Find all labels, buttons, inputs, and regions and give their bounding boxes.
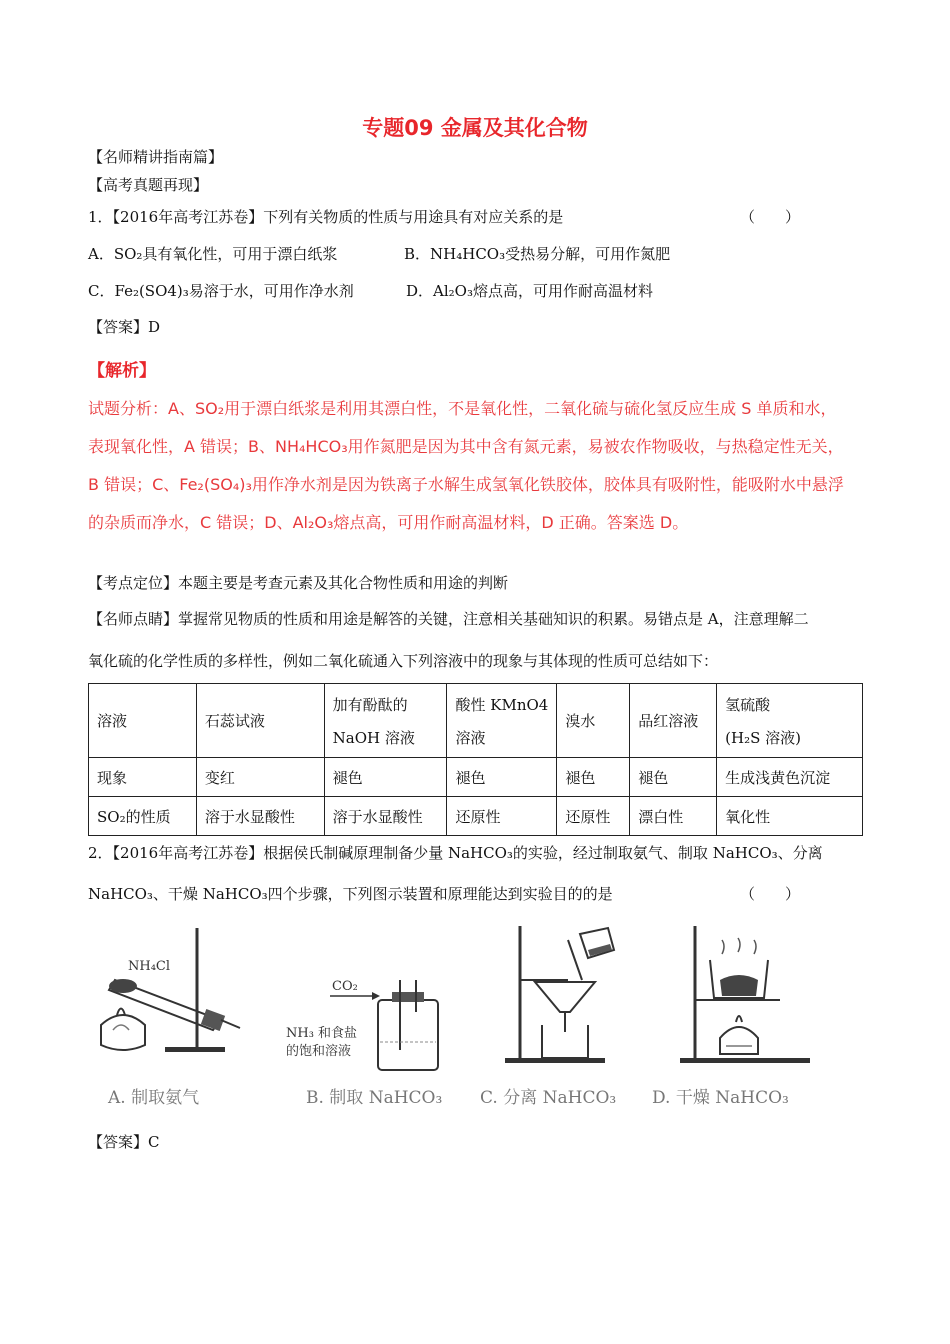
q1-analysis-line: 试题分析：A、SO₂用于漂白纸浆是利用其漂白性，不是氧化性，二氧化硫与硫化氢反应生成 S 单质和水， [88,399,837,418]
section-heading-guide: 【名师精讲指南篇】 [88,148,224,166]
section-heading-exam: 【高考真题再现】 [88,176,209,194]
figure-b-caption: B. 制取 NaHCO₃ [306,1088,443,1108]
table-row [89,684,863,758]
figure-c-filtration-apparatus [470,920,680,1110]
q2-answer: 【答案】C [88,1133,160,1151]
q1-answer-paren: （ ） [740,208,801,226]
q2-stem: 2．【2016年高考江苏卷】根据侯氏制碱原理制备少量 NaHCO₃的实验，经过制取氨气、制取 NaHCO₃、分离 [88,844,823,862]
q2-answer-paren: （ ） [740,885,801,903]
table-cell: 氢硫酸 (H₂S 溶液) [717,684,863,758]
table-cell: 褪色 [447,758,557,797]
q1-dianjing: 【名师点睛】掌握常见物质的性质和用途是解答的关键，注意相关基础知识的积累。易错点是 A，注意理解二 [88,610,809,628]
figure-b-nahco3-apparatus [282,920,492,1110]
table-cell: 褪色 [324,758,447,797]
table-cell: 生成浅黄色沉淀 [717,758,863,797]
q1-analysis-heading: 【解析】 [88,361,156,381]
table-cell: 漂白性 [630,797,717,836]
q1-option-a: A．SO₂具有氧化性，可用于漂白纸浆 [88,245,338,263]
table-cell: 褪色 [630,758,717,797]
table-cell: 石蕊试液 [196,684,324,758]
q1-answer: 【答案】D [88,318,161,336]
table-cell: 加有酚酞的 NaOH 溶液 [324,684,447,758]
table-cell: 溶于水显酸性 [324,797,447,836]
page-title: 专题09 金属及其化合物 [362,116,588,140]
table-cell: 现象 [89,758,197,797]
table-cell: 酸性 KMnO4 溶液 [447,684,557,758]
figure-a-caption: A. 制取氨气 [108,1088,200,1108]
q1-option-d: D．Al₂O₃熔点高，可用作耐高温材料 [406,282,653,300]
q1-analysis-line: 的杂质而净水，C 错误；D、Al₂O₃熔点高，可用作耐高温材料，D 正确。答案选 D。 [88,513,689,532]
table-cell: 溶液 [89,684,197,758]
figure-d-caption: D. 干燥 NaHCO₃ [652,1088,789,1108]
q1-analysis-line: B 错误；C、Fe₂(SO₄)₃用作净水剂是因为铁离子水解生成氢氧化铁胶体，胶体具有吸附性，能吸附水中悬浮 [88,475,844,494]
figure-a-ammonia-apparatus [95,920,305,1110]
figure-c-caption: C. 分离 NaHCO₃ [480,1088,617,1108]
table-row [89,758,863,797]
so2-properties-table [88,683,863,836]
figure-b-label-solution: NH₃ 和食盐 [286,1026,358,1041]
table-cell: 溴水 [557,684,630,758]
q1-option-c: C．Fe₂(SO4)₃易溶于水，可用作净水剂 [88,282,354,300]
figure-b-label-solution: 的饱和溶液 [286,1044,352,1059]
table-cell: 品红溶液 [630,684,717,758]
table-cell: SO₂的性质 [89,797,197,836]
table-cell: 还原性 [447,797,557,836]
table-cell: 溶于水显酸性 [196,797,324,836]
q2-stem: NaHCO₃、干燥 NaHCO₃四个步骤，下列图示装置和原理能达到实验目的的是 [88,885,613,903]
table-cell: 氧化性 [717,797,863,836]
q1-stem: 1．【2016年高考江苏卷】下列有关物质的性质与用途具有对应关系的是 [88,208,564,226]
table-cell: 还原性 [557,797,630,836]
figure-a-label: NH₄Cl [128,959,171,974]
q1-dianjing: 氧化硫的化学性质的多样性，例如二氧化硫通入下列溶液中的现象与其体现的性质可总结如下： [88,652,719,670]
q1-analysis-line: 表现氧化性，A 错误；B、NH₄HCO₃用作氮肥是因为其中含有氮元素，易被农作物吸收，与热稳定性无关， [88,437,844,456]
q1-option-b: B．NH₄HCO₃受热易分解，可用作氮肥 [404,245,671,263]
q1-kaodian: 【考点定位】本题主要是考查元素及其化合物性质和用途的判断 [88,574,509,592]
table-row [89,797,863,836]
table-cell: 褪色 [557,758,630,797]
figure-d-drying-apparatus [650,920,860,1110]
figure-b-label-gas: CO₂ [332,979,358,994]
table-cell: 变红 [196,758,324,797]
